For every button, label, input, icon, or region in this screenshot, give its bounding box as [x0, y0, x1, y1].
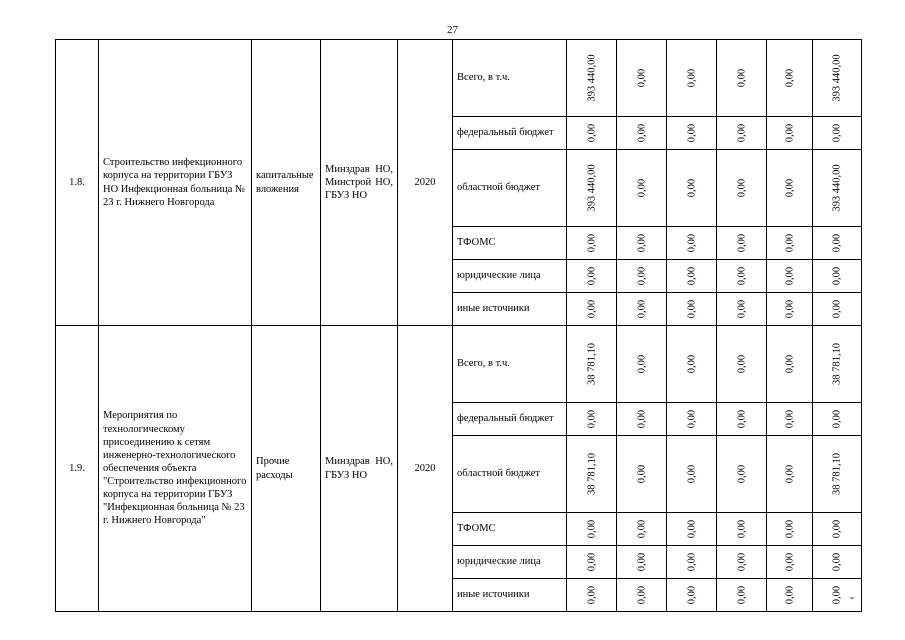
value-cell: [667, 227, 717, 260]
value-text: 393 440,00: [585, 164, 597, 212]
value-cell: [813, 117, 862, 150]
value-cell: [717, 326, 767, 403]
value-cell: [617, 40, 667, 117]
value-cell: [667, 40, 717, 117]
value-cell: [767, 150, 813, 227]
value-cell: [813, 150, 862, 227]
expense-kind: капитальные вложения: [252, 40, 321, 326]
value-text: 0,00: [685, 266, 697, 286]
item-name: Мероприятия по технологическому присоединению к сетям инженерно-технологического обеспечения объекта "Строительство инфекционного корпуса на территории ГБУЗ "Инфекционная больница № 23 г. Нижнего Новгорода": [99, 326, 252, 612]
value-cell: [667, 546, 717, 579]
value-text: 0,00: [685, 552, 697, 572]
corner-mark: ": [850, 596, 855, 607]
value-text: 0,00: [783, 299, 795, 319]
value-text: 38 781,10: [585, 453, 597, 495]
executor: Минздрав НО, ГБУЗ НО: [321, 326, 398, 612]
value-cell: [617, 260, 667, 293]
value-text: 0,00: [831, 552, 843, 572]
item-name: Строительство инфекционного корпуса на территории ГБУЗ НО Инфекционная больница № 23 г. Нижнего Новгорода: [99, 40, 252, 326]
value-text: 0,00: [783, 266, 795, 286]
value-text: 0,00: [685, 464, 697, 484]
value-text: 0,00: [783, 233, 795, 253]
value-text: 0,00: [685, 68, 697, 88]
value-cell: [567, 260, 617, 293]
value-cell: [813, 403, 862, 436]
value-cell: [617, 117, 667, 150]
value-cell: [567, 579, 617, 612]
value-text: 0,00: [685, 409, 697, 429]
value-cell: [667, 579, 717, 612]
value-text: 0,00: [585, 409, 597, 429]
value-text: 0,00: [685, 299, 697, 319]
value-text: 393 440,00: [831, 54, 843, 102]
value-text: 0,00: [685, 585, 697, 605]
value-cell: [717, 150, 767, 227]
value-text: 0,00: [783, 552, 795, 572]
value-cell: [767, 40, 813, 117]
year: 2020: [398, 326, 453, 612]
value-text: 38 781,10: [585, 343, 597, 385]
value-cell: [617, 403, 667, 436]
year: 2020: [398, 40, 453, 326]
value-cell: [767, 227, 813, 260]
value-cell: [667, 326, 717, 403]
value-text: 0,00: [831, 585, 843, 605]
value-cell: [567, 293, 617, 326]
value-cell: [717, 40, 767, 117]
budget-table: [55, 39, 862, 612]
value-cell: [813, 436, 862, 513]
value-cell: [717, 579, 767, 612]
value-text: 0,00: [585, 519, 597, 539]
value-text: 0,00: [635, 409, 647, 429]
value-text: 0,00: [783, 409, 795, 429]
value-cell: [617, 579, 667, 612]
value-text: 0,00: [585, 299, 597, 319]
value-text: 0,00: [831, 233, 843, 253]
value-cell: [667, 436, 717, 513]
value-text: 0,00: [585, 552, 597, 572]
executor: Минздрав НО, Минстрой НО, ГБУЗ НО: [321, 40, 398, 326]
value-text: 393 440,00: [831, 164, 843, 212]
value-text: 0,00: [783, 585, 795, 605]
value-cell: [813, 326, 862, 403]
value-cell: [567, 150, 617, 227]
value-cell: [767, 260, 813, 293]
value-cell: [767, 436, 813, 513]
value-text: 0,00: [783, 68, 795, 88]
value-text: 0,00: [831, 519, 843, 539]
table-row: [56, 40, 862, 117]
value-cell: [813, 546, 862, 579]
value-text: 0,00: [685, 123, 697, 143]
funding-source: иные источники: [453, 579, 567, 612]
value-text: 0,00: [635, 585, 647, 605]
value-text: 0,00: [635, 68, 647, 88]
value-text: 0,00: [585, 123, 597, 143]
value-text: 0,00: [635, 178, 647, 198]
value-text: 0,00: [635, 266, 647, 286]
value-cell: [567, 117, 617, 150]
value-text: 0,00: [735, 354, 747, 374]
value-cell: [617, 513, 667, 546]
value-cell: [567, 403, 617, 436]
value-text: 0,00: [735, 178, 747, 198]
value-text: 0,00: [735, 585, 747, 605]
value-cell: [617, 436, 667, 513]
value-text: 0,00: [735, 123, 747, 143]
value-cell: [813, 40, 862, 117]
value-text: 0,00: [635, 299, 647, 319]
value-text: 0,00: [783, 519, 795, 539]
value-cell: [717, 293, 767, 326]
value-text: 38 781,10: [831, 453, 843, 495]
value-cell: [767, 546, 813, 579]
value-cell: [667, 150, 717, 227]
page-number: 27: [447, 24, 458, 36]
funding-source: юридические лица: [453, 260, 567, 293]
value-text: 0,00: [831, 299, 843, 319]
funding-source: иные источники: [453, 293, 567, 326]
value-cell: [667, 403, 717, 436]
value-cell: [717, 117, 767, 150]
value-cell: [813, 513, 862, 546]
funding-source: ТФОМС: [453, 227, 567, 260]
funding-source: Всего, в т.ч.: [453, 326, 567, 403]
value-text: 0,00: [685, 233, 697, 253]
value-cell: [717, 436, 767, 513]
value-cell: [667, 293, 717, 326]
value-text: 0,00: [635, 519, 647, 539]
value-cell: [717, 403, 767, 436]
value-text: 0,00: [831, 409, 843, 429]
value-text: 0,00: [735, 464, 747, 484]
value-cell: [567, 436, 617, 513]
value-text: 0,00: [685, 178, 697, 198]
value-text: 0,00: [735, 68, 747, 88]
funding-source: ТФОМС: [453, 513, 567, 546]
table-row: [56, 326, 862, 403]
value-text: 0,00: [635, 354, 647, 374]
value-cell: [567, 227, 617, 260]
value-cell: [567, 326, 617, 403]
value-cell: [567, 513, 617, 546]
value-text: 0,00: [585, 233, 597, 253]
item-number: 1.8.: [56, 40, 99, 326]
value-cell: [767, 117, 813, 150]
expense-kind: Прочие расходы: [252, 326, 321, 612]
value-cell: [767, 579, 813, 612]
value-text: 0,00: [635, 123, 647, 143]
value-cell: [617, 326, 667, 403]
value-text: 0,00: [635, 233, 647, 253]
value-cell: [617, 150, 667, 227]
value-cell: [813, 579, 862, 612]
value-cell: [767, 403, 813, 436]
value-text: 0,00: [783, 123, 795, 143]
value-text: 0,00: [635, 552, 647, 572]
item-number: 1.9.: [56, 326, 99, 612]
funding-source: Всего, в т.ч.: [453, 40, 567, 117]
value-cell: [767, 326, 813, 403]
value-text: 0,00: [831, 123, 843, 143]
value-text: 393 440,00: [585, 54, 597, 102]
value-cell: [567, 546, 617, 579]
value-cell: [617, 227, 667, 260]
value-text: 0,00: [735, 233, 747, 253]
value-cell: [667, 260, 717, 293]
funding-source: областной бюджет: [453, 436, 567, 513]
funding-source: федеральный бюджет: [453, 403, 567, 436]
value-text: 0,00: [735, 266, 747, 286]
value-cell: [717, 227, 767, 260]
value-text: 0,00: [635, 464, 647, 484]
value-text: 0,00: [735, 409, 747, 429]
value-text: 0,00: [831, 266, 843, 286]
value-text: 0,00: [735, 552, 747, 572]
value-text: 0,00: [783, 464, 795, 484]
value-cell: [617, 293, 667, 326]
value-cell: [767, 293, 813, 326]
value-text: 0,00: [735, 519, 747, 539]
value-text: 0,00: [685, 519, 697, 539]
value-cell: [617, 546, 667, 579]
value-cell: [717, 260, 767, 293]
value-text: 0,00: [685, 354, 697, 374]
value-cell: [567, 40, 617, 117]
value-text: 0,00: [585, 266, 597, 286]
value-cell: [767, 513, 813, 546]
value-cell: [717, 513, 767, 546]
funding-source: юридические лица: [453, 546, 567, 579]
value-cell: [813, 293, 862, 326]
value-text: 38 781,10: [831, 343, 843, 385]
value-text: 0,00: [585, 585, 597, 605]
value-text: 0,00: [783, 354, 795, 374]
value-cell: [717, 546, 767, 579]
value-cell: [667, 513, 717, 546]
value-text: 0,00: [783, 178, 795, 198]
funding-source: федеральный бюджет: [453, 117, 567, 150]
value-cell: [813, 227, 862, 260]
funding-source: областной бюджет: [453, 150, 567, 227]
value-cell: [813, 260, 862, 293]
value-text: 0,00: [735, 299, 747, 319]
value-cell: [667, 117, 717, 150]
